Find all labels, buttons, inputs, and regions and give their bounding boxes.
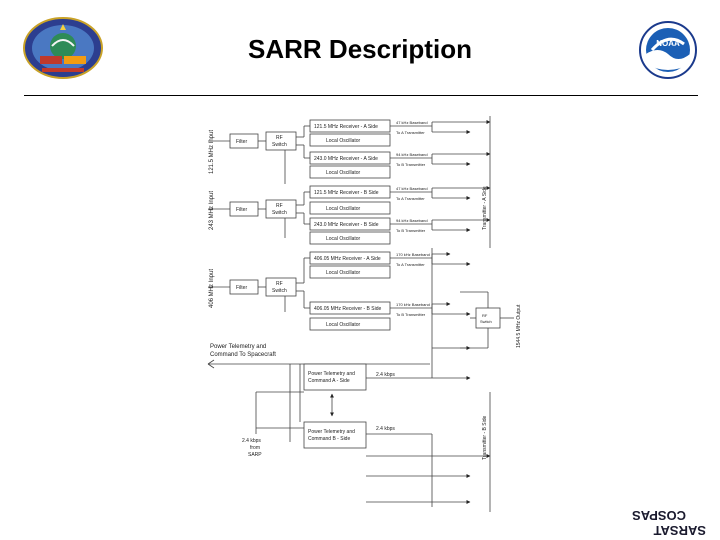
- sarr-block-diagram: [200, 112, 540, 522]
- local-osc-6-label: Local Oscillator: [326, 322, 361, 328]
- noaa-logo: [638, 20, 698, 80]
- filter-3-label: Filter: [236, 285, 248, 291]
- baseband-47-a-label: 47 kHz Baseband: [396, 120, 428, 125]
- baseband-94-b-label: 94 kHz Baseband: [396, 218, 428, 223]
- to-b-tx-2-label: To B Transmitter: [396, 228, 426, 233]
- slide-title: SARR Description: [248, 34, 472, 64]
- power-tlm-a-label-2: Command A - Side: [308, 378, 350, 384]
- local-osc-5-label: Local Oscillator: [326, 270, 361, 276]
- receiver-121a-label: 121.5 MHz Receiver - A Side: [314, 124, 378, 130]
- svg-text:NOAA: NOAA: [656, 39, 680, 48]
- rf-switch-4-label-1: RF: [482, 313, 488, 318]
- to-a-tx-3-label: To A Transmitter: [396, 262, 425, 267]
- to-a-tx-1-label: To A Transmitter: [396, 130, 425, 135]
- input-121-label: 121.5 MHz Input: [209, 129, 215, 174]
- to-b-tx-3-label: To B Transmitter: [396, 312, 426, 317]
- kbps-a-label: 2.4 kbps: [376, 372, 395, 378]
- transmitter-b-label: Transmitter - B Side: [482, 415, 488, 460]
- baseband-94-a-label: 94 kHz Baseband: [396, 152, 428, 157]
- cospas-sarsat-logo: [598, 508, 710, 540]
- receiver-406b-label: 406.05 MHz Receiver - B Side: [314, 306, 382, 312]
- kbps-b-label: 2.4 kbps: [376, 426, 395, 432]
- receiver-243a-label: 243.0 MHz Receiver - A Side: [314, 156, 378, 162]
- local-osc-4-label: Local Oscillator: [326, 236, 361, 242]
- receiver-243b-label: 243.0 MHz Receiver - B Side: [314, 222, 379, 228]
- rf-switch-2-label-2: Switch: [272, 210, 287, 216]
- from-sarp-label-1: 2.4 kbps: [242, 438, 261, 444]
- rf-switch-4-label-2: Switch: [480, 319, 492, 324]
- local-osc-1-label: Local Oscillator: [326, 138, 361, 144]
- filter-2-label: Filter: [236, 207, 248, 213]
- rf-switch-2-label-1: RF: [276, 203, 283, 209]
- baseband-170-b-label: 170 kHz Baseband: [396, 302, 430, 307]
- baseband-170-a-label: 170 kHz Baseband: [396, 252, 430, 257]
- power-tlm-b-label-2: Command B - Side: [308, 436, 351, 442]
- local-osc-3-label: Local Oscillator: [326, 206, 361, 212]
- power-telemetry-label-1: Power Telemetry and: [210, 344, 267, 350]
- input-243-label: 243 MHz Input: [209, 190, 215, 230]
- to-b-tx-1-label: To B Transmitter: [396, 162, 426, 167]
- baseband-47-b-label: 47 kHz Baseband: [396, 186, 428, 191]
- from-sarp-label-2: from: [250, 445, 260, 451]
- title-divider: [24, 95, 698, 96]
- power-telemetry-label-2: Command To Spacecraft: [210, 352, 276, 358]
- mission-patch-logo: [22, 16, 104, 80]
- transmitter-a-label: Transmitter - A Side: [482, 186, 488, 230]
- from-sarp-label-3: SARP: [248, 452, 262, 458]
- receiver-406a-label: 406.05 MHz Receiver - A Side: [314, 256, 381, 262]
- local-osc-2-label: Local Oscillator: [326, 170, 361, 176]
- output-1544-label: 1544.5 MHz Output: [516, 304, 522, 348]
- rf-switch-3-label-2: Switch: [272, 288, 287, 294]
- power-tlm-a-label-1: Power Telemetry and: [308, 371, 355, 377]
- sarsat-logo-text: SARSAT: [653, 523, 706, 538]
- receiver-121b-label: 121.5 MHz Receiver - B Side: [314, 190, 379, 196]
- power-tlm-b-label-1: Power Telemetry and: [308, 429, 355, 435]
- input-406-label: 406 MHz Input: [209, 268, 215, 308]
- rf-switch-1-label-2: Switch: [272, 142, 287, 148]
- cospas-logo-text: COSPAS: [632, 508, 686, 523]
- filter-1-label: Filter: [236, 139, 248, 145]
- rf-switch-3-label-1: RF: [276, 281, 283, 287]
- rf-switch-1-label-1: RF: [276, 135, 283, 141]
- to-a-tx-2-label: To A Transmitter: [396, 196, 425, 201]
